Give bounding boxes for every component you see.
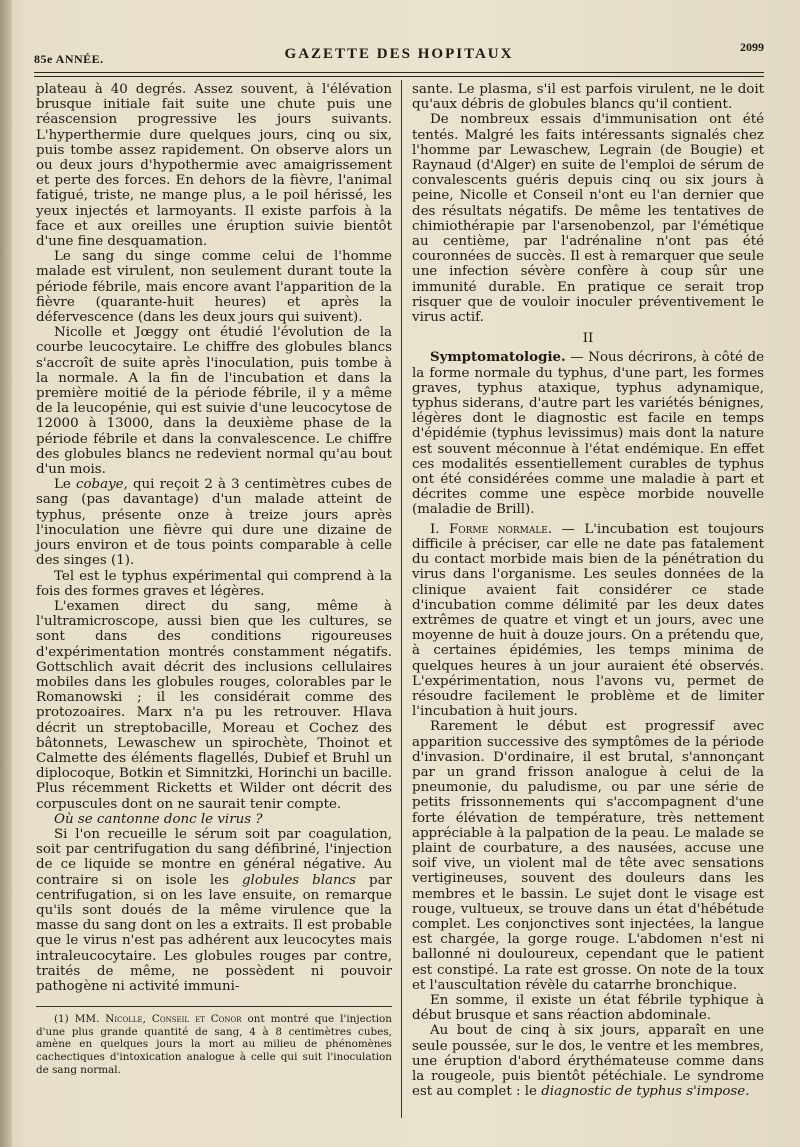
right-column [412, 82, 764, 1099]
subsection-heading: I. Forme normale. [430, 521, 553, 537]
paragraph: Rarement le début est progressif avec apparition successive des symptômes de la période d'invasion. D'ordinaire, il est brutal, s'annonçant par un grand frisson analogue à celui de la pneumonie, du paludisme, ou par une série de petits frissonnements qui s'accompagnent d'une forte élévation de température, très nettement appréciable à la palpation de la peau. Le malade se plaint de courbature, a des nausées, accuse une soif vive, un violent mal de tête avec sensations vertigineuses, souvent des douleurs dans les membres et le bassin. Le sujet dont le visage est rouge, vultueux, se trouve dans un état d'hébétude complet. Les conjonctives sont injectées, la langue est chargée, la gorge rouge. L'abdomen n'est ni ballonné ni douloureux, cependant que le patient est constipé. La rate est grosse. On note de la toux et l'auscultation révèle du catarrhe bronchique. [412, 719, 764, 993]
footnote-rule [36, 1006, 392, 1007]
paragraph: I. Forme normale. — L'incubation est toujours difficile à préciser, car elle ne date pas fatalement du contact morbide mais bien de la pénétration du virus dans l'organisme. Les seules données de la clinique avaient fait considérer ce stade d'incubation comme délimité par les deux dates extrêmes de quatre et vingt et un jours, avec une moyenne de huit à douze jours. On a prétendu que, à certaines épidémies, les temps minima de quelques heures à un jour auraient été observés. L'expérimentation, nous l'avons vu, permet de résoudre facilement le problème et de limiter l'incubation à huit jours. [412, 521, 765, 720]
paragraph: Au bout de cinq à six jours, apparaît en une seule poussée, sur le dos, le ventre et les membres, une éruption d'abord érythémateuse comme dans la rougeole, puis bientôt pétéchiale. Le syndrome est au complet : le diagnostic de typhus s'impose. [412, 1023, 764, 1100]
paragraph: Le cobaye, qui reçoit 2 à 3 centimètres cubes de sang (pas davantage) d'un malade atteint de typhus, présente onze à treize jours après l'inoculation une fièvre qui dure une dizaine de jours environ et de tous points comparable à celle des singes (1). [36, 477, 392, 569]
journal-title: GAZETTE DES HOPITAUX [284, 46, 514, 62]
paragraph: sante. Le plasma, s'il est parfois virulent, ne le doit qu'aux débris de globules blancs qu'il contient. [412, 82, 764, 113]
page-number: 2099 [740, 40, 764, 54]
header-rule-thick [34, 72, 764, 73]
paragraph: plateau à 40 degrés. Assez souvent, à l'élévation brusque initiale fait suite une chute puis une réascension progressive les jours suivants. L'hyperthermie dure quelques jours, cinq ou six, puis tombe assez rapidement. On observe alors un ou deux jours d'hypothermie avec amaigrissement et perte des forces. En dehors de la fièvre, l'animal fatigué, triste, ne mange plus, a le poil hérissé, les yeux injectés et larmoyants. Il existe parfois à la face et aux oreilles une éruption suivie bientôt d'une fine desquamation. [36, 82, 392, 250]
paragraph: De nombreux essais d'immunisation ont été tentés. Malgré les faits intéressants signalés chez l'homme par Lewaschew, Legrain (de Bougie) et Raynaud (d'Alger) en suite de l'emploi de sérum de convalescents guéris depuis cinq ou six jours à peine, Nicolle et Conseil n'ont eu l'an dernier que des résultats négatifs. De même les tentatives de chimiothérapie par l'arsenobenzol, par l'émétique au centième, par l'adrénaline n'ont pas été couronnées de succès. Il est à remarquer que seule une infection sévère confère à coup sûr une immunité durable. En pratique ce serait trop risquer que de vouloir inoculer préventivement le virus actif. [412, 112, 764, 326]
paragraph: Symptomatologie. — Nous décrirons, à côté de la forme normale du typhus, d'une part, les formes graves, typhus ataxique, typhus adynamique, typhus siderans, d'autre part les variétés bénignes, légères dont le diagnostic est facile en temps d'épidémie (typhus levissimus) mais dont la nature est souvent méconnue à l'état endémique. En effet ces modalités essentiellement curables de typhus ont été considérées comme une maladie à part et décrites comme une espèce morbide nouvelle (maladie de Brill). [412, 349, 764, 518]
section-heading: Symptomatologie. [430, 349, 566, 366]
section-number: II [582, 331, 594, 347]
paragraph: Le sang du singe comme celui de l'homme malade est virulent, non seulement durant toute la période fébrile, mais encore avant l'apparition de la fièvre (quarante-huit heures) et après la défervescence (dans les deux jours qui suivent). [36, 249, 392, 326]
paragraph: Nicolle et Jœggy ont étudié l'évolution de la courbe leucocytaire. Le chiffre des globules blancs s'accroît de suite après l'inoculation, puis tombe à la normale. A la fin de l'incubation et dans la première moitié de la période fébrile, il y a même de la leucopénie, qui est suivie d'une leucocytose de 12000 à 13000, dans la deuxième phase de la période fébrile et dans la convalescence. Le chiffre des globules blancs ne redevient normal qu'au bout d'un mois. [36, 325, 392, 478]
footnote: (1) MM. Nicolle, Conseil et Conor ont montré que l'injection d'une plus grande quantité de sang, 4 à 8 centimètres cubes, amène en quelques jours la mort au milieu de phénomènes cachectiques d'intoxication analogue à celle qui suit l'inoculation de sang normal. [36, 1013, 392, 1076]
book-spine [0, 0, 12, 1147]
left-column [36, 82, 392, 1076]
paragraph-question: Où se cantonne donc le virus ? [54, 811, 263, 827]
column-divider [401, 80, 402, 1118]
paragraph: L'examen direct du sang, même à l'ultramicroscope, aussi bien que les cultures, se sont dans des conditions rigoureuses d'expérimentation montrés constamment négatifs. Gottschlich avait décrit des inclusions cellulaires mobiles dans les globules rouges, colorables par le Romanowski ; il les considérait comme des protozoaires. Marx n'a pu les retrouver. Hlava décrit un streptobacille, Moreau et Cochez des bâtonnets, Lewaschew un spirochète, Thoinot et Calmette des éléments flagellés, Dubief et Bruhl un diplocoque, Botkin et Simnitzki, Horinchi un bacille. Plus récemment Ricketts et Wilder ont décrit des corpuscules dont on ne saurait tenir compte. [36, 598, 392, 812]
paragraph: En somme, il existe un état fébrile typhique à début brusque et sans réaction abdominale. [412, 992, 764, 1024]
paragraph: Si l'on recueille le sérum soit par coagulation, soit par centrifugation du sang défibriné, l'injection de ce liquide se montre en général négative. Au contraire si on isole les globules blancs par centrifugation, si on les lave ensuite, on remarque qu'ils sont doués de la même virulence que la masse du sang dont on les a extraits. Il est probable que le virus n'est pas adhérent aux leucocytes mais intraleucocytaire. Les globules rouges par contre, traités de même, ne possèdent ni pouvoir pathogène ni activité immuni- [36, 826, 392, 994]
volume-label: 85e ANNÉE. [34, 52, 104, 66]
paragraph: Tel est le typhus expérimental qui comprend à la fois des formes graves et légères. [36, 568, 392, 599]
header-rule-thin [34, 76, 764, 77]
page-header [34, 40, 764, 70]
